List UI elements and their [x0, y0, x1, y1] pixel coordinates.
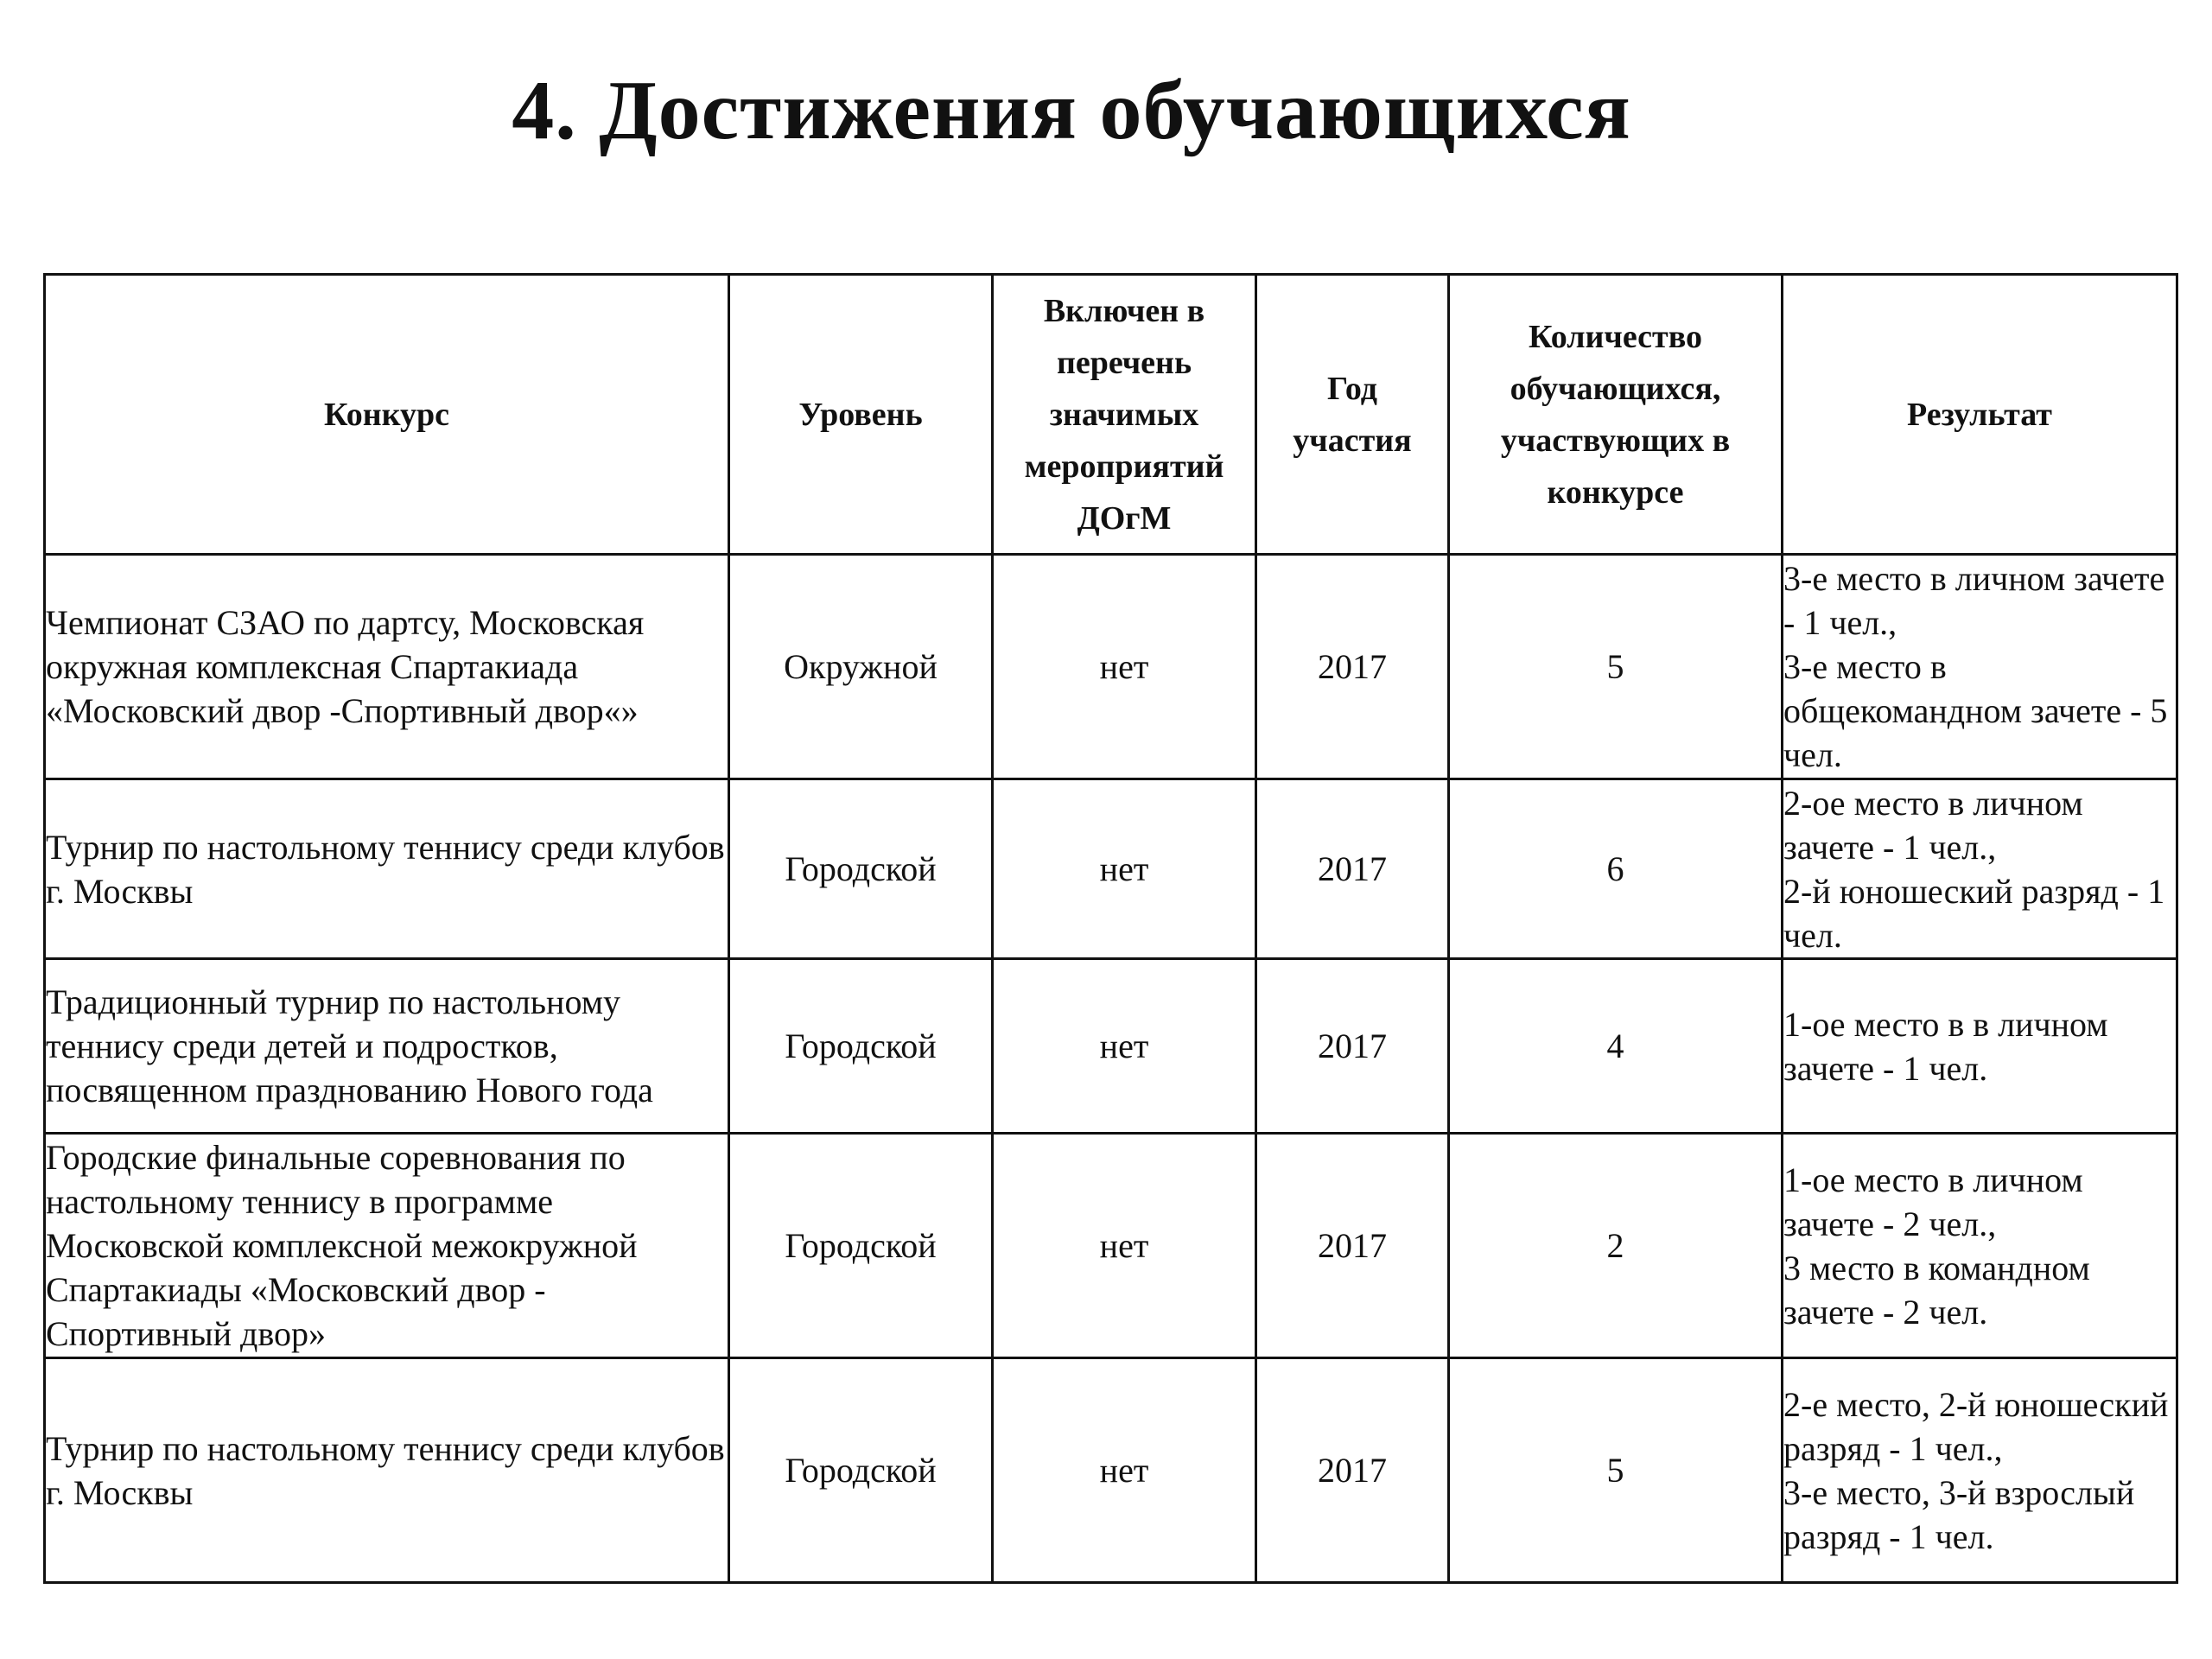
cell-result-text: 1-ое место в личном зачете - 2 чел., 3 место в командном зачете - 2 чел. — [1783, 1160, 2090, 1332]
cell-included: нет — [993, 555, 1256, 779]
table-row — [45, 959, 2177, 1134]
header-year: Год участия — [1256, 275, 1449, 555]
cell-count: 5 — [1449, 555, 1783, 779]
cell-level: Окружной — [729, 555, 993, 779]
header-included: Включен в перечень значимых мероприятий ДОгМ — [993, 275, 1256, 555]
cell-year: 2017 — [1256, 555, 1449, 779]
cell-result-text: 1-ое место в в личном зачете - 1 чел. — [1783, 1004, 2108, 1088]
cell-level: Городской — [729, 779, 993, 959]
table-row — [45, 779, 2177, 959]
cell-result — [1783, 1134, 2177, 1358]
cell-result — [1783, 555, 2177, 779]
cell-result-text: 2-ое место в личном зачете - 1 чел., 2-й юношеский разряд - 1 чел. — [1783, 783, 2165, 955]
cell-result — [1783, 779, 2177, 959]
cell-included: нет — [993, 959, 1256, 1134]
cell-level: Городской — [729, 959, 993, 1134]
cell-year: 2017 — [1256, 959, 1449, 1134]
cell-included: нет — [993, 1134, 1256, 1358]
page-title: 4. Достижения обучающихся — [512, 64, 1631, 157]
achievements-table — [43, 273, 2178, 1584]
cell-result — [1783, 959, 2177, 1134]
header-contest: Конкурс — [45, 275, 729, 555]
table-row — [45, 1358, 2177, 1583]
header-level: Уровень — [729, 275, 993, 555]
cell-count: 6 — [1449, 779, 1783, 959]
cell-contest: Турнир по настольному теннису среди клубов г. Москвы — [45, 779, 729, 959]
cell-result-text: 2-е место, 2-й юношеский разряд - 1 чел., 3-е место, 3-й взрослый разряд - 1 чел. — [1783, 1384, 2169, 1556]
header-result: Результат — [1783, 275, 2177, 555]
cell-year: 2017 — [1256, 1134, 1449, 1358]
cell-result — [1783, 1358, 2177, 1583]
cell-year: 2017 — [1256, 1358, 1449, 1583]
table-header-row — [45, 275, 2177, 555]
cell-contest: Турнир по настольному теннису среди клубов г. Москвы — [45, 1358, 729, 1583]
table-row — [45, 555, 2177, 779]
cell-contest: Чемпионат СЗАО по дартсу, Московская окружная комплексная Спартакиада «Московский двор -Спортивный двор«» — [45, 555, 729, 779]
cell-level: Городской — [729, 1134, 993, 1358]
table-row — [45, 1134, 2177, 1358]
cell-result-text: 3-е место в личном зачете - 1 чел., 3-е место в общекомандном зачете - 5 чел. — [1783, 559, 2168, 774]
cell-contest: Городские финальные соревнования по настольному теннису в программе Московской комплексной межокружной Спартакиады «Московский двор - Спортивный двор» — [45, 1134, 729, 1358]
cell-count: 2 — [1449, 1134, 1783, 1358]
header-count: Количество обучающихся, участвующих в конкурсе — [1449, 275, 1783, 555]
cell-year: 2017 — [1256, 779, 1449, 959]
cell-included: нет — [993, 1358, 1256, 1583]
cell-count: 4 — [1449, 959, 1783, 1134]
cell-level: Городской — [729, 1358, 993, 1583]
cell-count: 5 — [1449, 1358, 1783, 1583]
cell-contest: Традиционный турнир по настольному теннису среди детей и подростков, посвященном празднованию Нового года — [45, 959, 729, 1134]
cell-included: нет — [993, 779, 1256, 959]
